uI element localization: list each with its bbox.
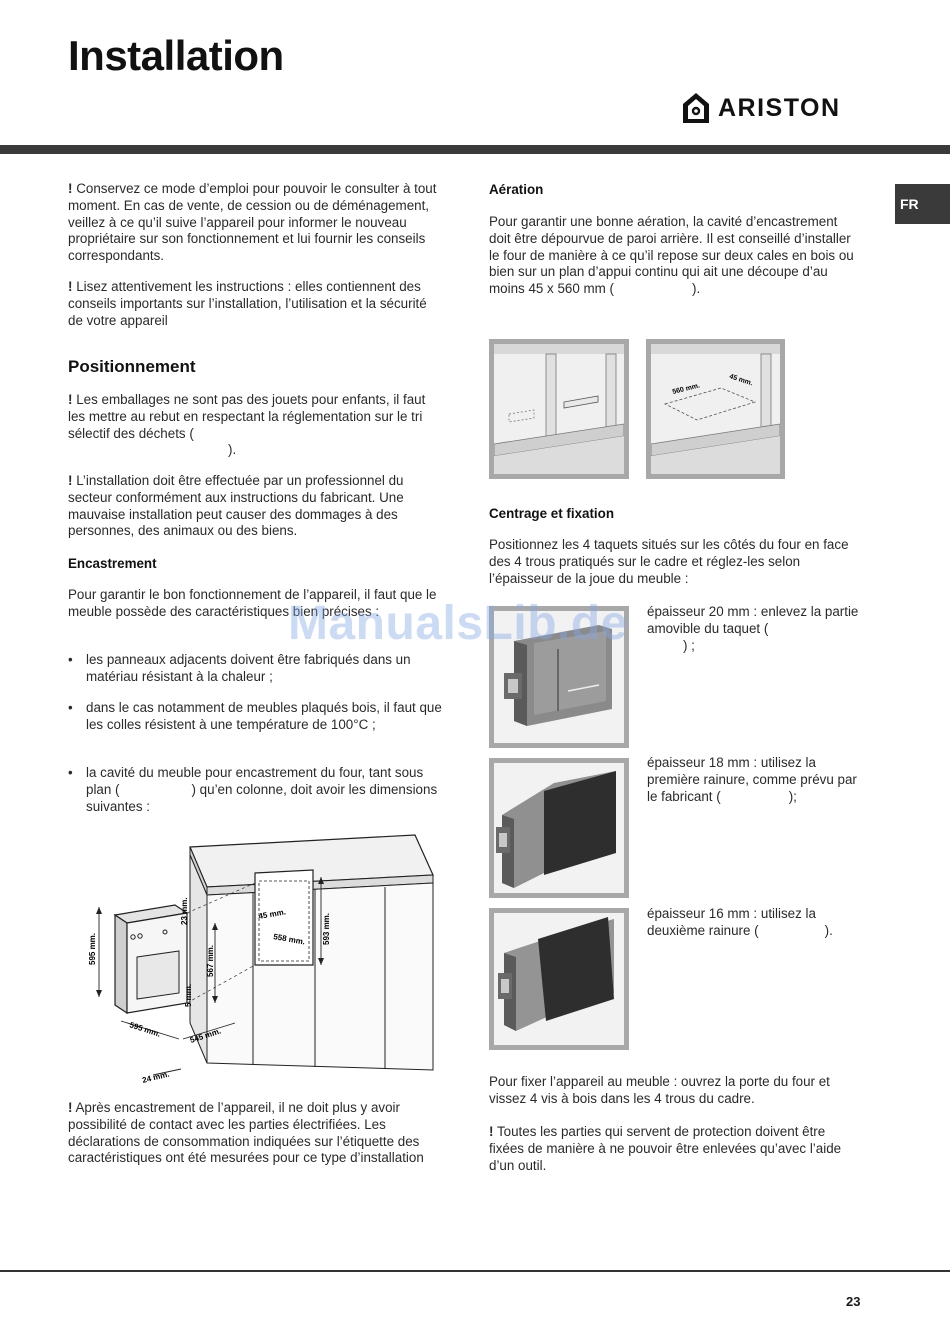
brand-name: ARISTON [718,93,841,122]
aer-560-label: 560 mm. [671,382,701,396]
positionnement-heading: Positionnement [68,357,196,376]
protection-paragraph: ! Toutes les parties qui servent de protection doivent être fixées de manière à ne pouvoir être enlevées qu’avec l’aide d’un outil. [489,1124,842,1173]
dim-595-width-label: 595 mm. [128,1020,162,1039]
fixation-paragraph: Pour fixer l’appareil au meuble : ouvrez la porte du four et vissez 4 vis à bois dans les 4 trous du cadre. [489,1074,830,1106]
brand-logo [682,92,841,124]
dim-5-label: 5 mm. [184,983,193,1007]
positionnement-paragraph-1: ! Les emballages ne sont pas des jouets pour enfants, il faut les mettre au rebut en respectant la réglementation sur le tri sélectif des déchets ( ). [68,392,426,458]
aer-45-label: 45 mm. [728,373,754,388]
intro-paragraph-1: ! Conservez ce mode d’emploi pour pouvoir le consulter à tout moment. En cas de vente, de cession ou de déménagement, veillez à ce qu’il suive l’appareil pour informer le nouveau propriétaire sur son fonctionnement et lui fournir les conseils correspondants. [68,181,437,264]
list-item: • dans le cas notamment de meubles plaqués bois, il faut que les colles résistent à une température de 100°C ; [68,700,442,732]
centrage-intro: Positionnez les 4 taquets situés sur les côtés du four en face des 4 trous pratiqués sur le cadre et réglez-les selon l’épaisseur de la joue du meuble : [489,537,849,586]
dim-23-label: 23 mm. [180,897,189,925]
house-logo-icon [682,92,710,124]
dim-595-height-label: 595 mm. [88,932,97,965]
thickness-16mm-text: épaisseur 16 mm : utilisez la deuxième rainure ( ). [647,906,833,938]
page-title: Installation [68,32,284,79]
after-encastrement-paragraph: ! Après encastrement de l’appareil, il ne doit plus y avoir possibilité de contact avec les parties électrifiées. Les déclarations de consommation indiquées sur l’étiquette des caractéristiques ont été mesurées pour ce type d’installation [68,1100,424,1166]
dim-24-label: 24 mm. [141,1069,171,1085]
list-item: • les panneaux adjacents doivent être fabriqués dans un matériau résistant à la chaleur ; [68,652,411,684]
thickness-20mm-text: épaisseur 20 mm : enlevez la partie amovible du taquet ( ) ; [647,604,859,653]
encastrement-intro: Pour garantir le bon fonctionnement de l’appareil, il faut que le meuble possède des caractéristiques bien précises : [68,587,437,619]
intro-paragraph-2: ! Lisez attentivement les instructions : elles contiennent des conseils importants sur l’installation, l’utilisation et la sécurité de votre appareil [68,279,427,328]
watermark: ManualsLib.de [288,597,628,650]
aeration-paragraph: Pour garantir une bonne aération, la cavité d’encastrement doit être dépourvue de paroi arrière. Il est conseillé d’installer le four de manière à ce qu’il repose sur deux cales en bois ou bien sur un plan d’appui continu qui ait une découpe d’au moins 45 x 560 mm ( ). [489,214,854,297]
list-item: • la cavité du meuble pour encastrement du four, tant sous plan ( ) qu’en colonne, doit avoir les dimensions suivantes : [68,765,438,814]
footer-divider [0,1270,950,1272]
centrage-heading: Centrage et fixation [489,506,615,521]
positionnement-paragraph-2: ! L’installation doit être effectuée par un professionnel du secteur conformément aux instructions du fabricant. Une mauvaise installation peut causer des dommages à des personnes, des animaux ou des biens. [68,473,404,539]
dim-45-label: 45 mm. [257,907,287,921]
header-divider [0,145,950,154]
aeration-image-1 [489,339,629,479]
dim-545-label: 545 mm. [188,1026,223,1045]
thickness-18mm-text: épaisseur 18 mm : utilisez la première rainure, comme prévu par le fabricant ( ); [647,755,857,804]
language-tab: FR [895,184,950,224]
bracket-image-16mm [489,908,629,1050]
bracket-image-18mm [489,758,629,898]
aeration-image-2 [646,339,785,479]
dim-567-label: 567 mm. [206,944,215,977]
page-number: 23 [846,1294,861,1309]
encastrement-heading: Encastrement [68,556,157,571]
aeration-heading: Aération [489,182,544,197]
built-in-dimensions-diagram [85,825,445,1090]
dim-558-label: 558 mm. [272,932,306,947]
dim-593-label: 593 mm. [322,912,331,945]
